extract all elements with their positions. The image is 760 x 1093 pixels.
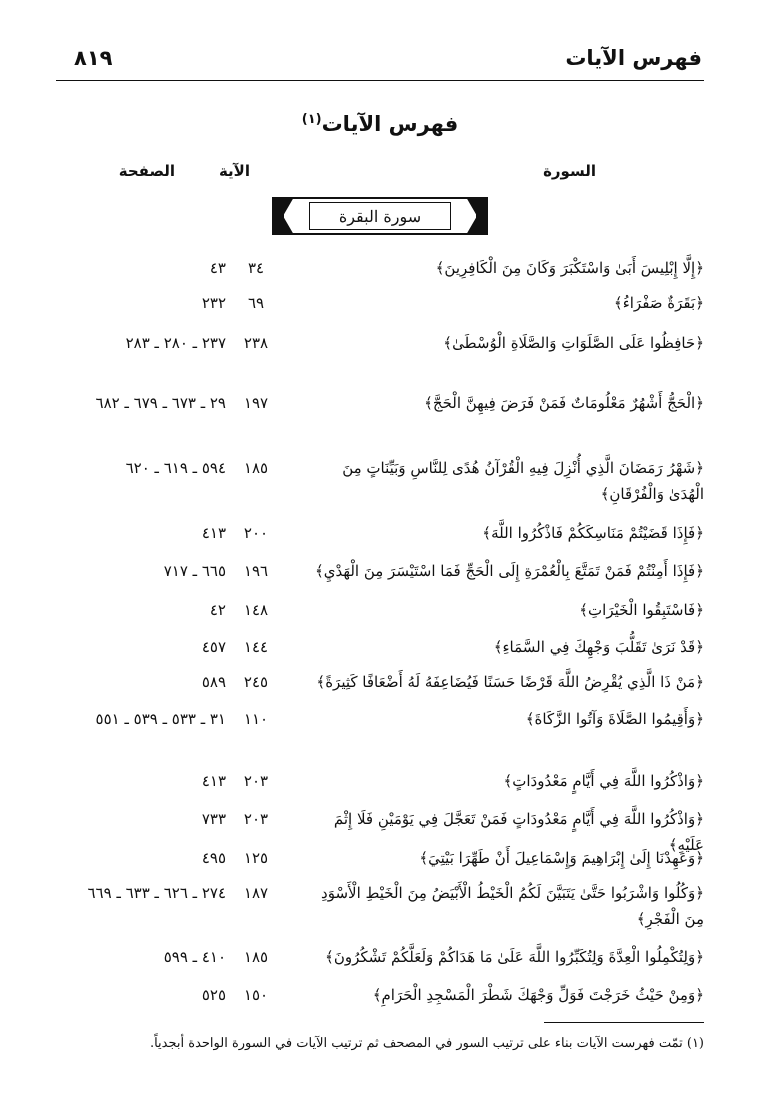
page-refs: ٤١٠ ـ ٥٩٩ — [163, 948, 226, 966]
ayah-number: ١٢٥ — [243, 849, 269, 867]
table-row — [56, 944, 704, 984]
page-refs: ٤٩٥ — [201, 849, 226, 867]
ayah-number: ١٨٥ — [243, 948, 269, 966]
ayah-number: ١٨٧ — [243, 884, 269, 902]
table-row — [56, 558, 704, 598]
ayah-number: ١٩٧ — [243, 394, 269, 412]
page-refs: ٤٥٧ — [201, 638, 226, 656]
page-refs: ٣١ ـ ٥٣٣ ـ ٥٣٩ ـ ٥٥١ — [95, 710, 226, 728]
table-row — [56, 880, 704, 928]
ayah-number: ٦٩ — [247, 294, 265, 312]
verse-text: ﴿إِلَّا إِبْلِيسَ أَبَىٰ وَاسْتَكْبَرَ وَكَانَ مِنَ الْكَافِرِينَ﴾ — [435, 259, 704, 277]
verse-text: ﴿فَاسْتَبِقُوا الْخَيْرَاتِ﴾ — [579, 601, 704, 619]
table-row — [56, 982, 704, 1022]
page-refs: ٤٢ — [209, 601, 226, 619]
page-refs: ٤١٣ — [201, 524, 226, 542]
page-refs: ٤٣ — [209, 259, 226, 277]
ayah-number: ١٤٤ — [243, 638, 269, 656]
verse-text: ﴿بَقَرَةٌ صَفْرَاءُ﴾ — [613, 294, 704, 312]
surah-banner — [282, 197, 478, 235]
page-refs: ٧٣٣ — [201, 810, 226, 828]
page-refs: ٦٦٥ ـ ٧١٧ — [163, 562, 226, 580]
page-refs: ٥٩٤ ـ ٦١٩ ـ ٦٢٠ — [125, 459, 226, 477]
page-title-text: فهرس الآيات — [321, 112, 459, 136]
page-title — [0, 112, 760, 136]
verse-text: ﴿فَإِذَا قَضَيْتُمْ مَنَاسِكَكُمْ فَاذْكُرُوا اللَّهَ﴾ — [482, 524, 704, 542]
page-refs: ٢٣٢ — [201, 294, 226, 312]
verse-text: ﴿شَهْرُ رَمَضَانَ الَّذِي أُنْزِلَ فِيهِ الْقُرْآنُ هُدًى لِلنَّاسِ وَبَيِّنَاتٍ مِنَ الْهُدَىٰ وَالْفُرْقَانِ﴾ — [342, 459, 704, 503]
verse-text: ﴿وَعَهِدْنَا إِلَىٰ إِبْرَاهِيمَ وَإِسْمَاعِيلَ أَنْ طَهِّرَا بَيْتِيَ﴾ — [419, 849, 704, 867]
ayah-number: ٢٠٠ — [243, 524, 269, 542]
footnote-divider — [544, 1022, 704, 1023]
table-row — [56, 520, 704, 560]
ayah-number: ١٤٨ — [243, 601, 269, 619]
verse-text: ﴿قَدْ نَرَىٰ تَقَلُّبَ وَجْهِكَ فِي السَّمَاءِ﴾ — [493, 638, 704, 656]
ayah-number: ٢٣٨ — [243, 334, 269, 352]
running-header-title: فهرس الآيات — [565, 46, 702, 70]
verse-text: ﴿وَاذْكُرُوا اللَّهَ فِي أَيَّامٍ مَعْدُودَاتٍ﴾ — [503, 772, 704, 790]
verse-text: ﴿وَلِتُكْمِلُوا الْعِدَّةَ وَلِتُكَبِّرُوا اللَّهَ عَلَىٰ مَا هَدَاكُمْ وَلَعَلَّكُمْ تَشْكُرُونَ﴾ — [325, 948, 704, 966]
table-row — [56, 706, 704, 746]
page-refs: ٢٩ ـ ٦٧٣ ـ ٦٧٩ ـ ٦٨٢ — [95, 394, 226, 412]
verse-text: ﴿حَافِظُوا عَلَى الصَّلَوَاتِ وَالصَّلَاةِ الْوُسْطَىٰ﴾ — [443, 334, 704, 352]
footnote: (١) تمّت فهرست الآيات بناء على ترتيب السور في المصحف ثم ترتيب الآيات في السورة الواحدة أبجدياً. — [149, 1036, 704, 1051]
table-row — [56, 768, 704, 808]
page-refs: ٢٧٤ ـ ٦٢٦ ـ ٦٣٣ ـ ٦٦٩ — [87, 884, 226, 902]
page-refs: ٢٣٧ ـ ٢٨٠ ـ ٢٨٣ — [125, 334, 226, 352]
table-row — [56, 255, 704, 295]
table-row — [56, 290, 704, 330]
footnote-marker: (١) — [301, 112, 322, 127]
column-header-page: الصفحة — [118, 162, 175, 180]
page-number: ٨١٩ — [74, 46, 113, 70]
surah-name: سورة البقرة — [309, 202, 451, 230]
table-row — [56, 455, 704, 503]
table-row — [56, 330, 704, 370]
table-row — [56, 597, 704, 637]
ayah-number: ١٥٠ — [243, 986, 269, 1004]
banner-right-ornament — [466, 197, 488, 235]
column-header-ayah: الآية — [218, 162, 250, 180]
verse-text: ﴿وَاذْكُرُوا اللَّهَ فِي أَيَّامٍ مَعْدُودَاتٍ فَمَنْ تَعَجَّلَ فِي يَوْمَيْنِ فَلَا إِثْمَ عَلَيْهِ﴾ — [333, 810, 704, 854]
page-refs: ٥٨٩ — [201, 673, 226, 691]
table-row — [56, 669, 704, 709]
header-divider — [56, 80, 704, 81]
verse-text: ﴿وَمِنْ حَيْثُ خَرَجْتَ فَوَلِّ وَجْهَكَ شَطْرَ الْمَسْجِدِ الْحَرَامِ﴾ — [372, 986, 704, 1004]
verse-text: ﴿وَأَقِيمُوا الصَّلَاةَ وَآتُوا الزَّكَاةَ﴾ — [525, 710, 704, 728]
banner-left-ornament — [272, 197, 294, 235]
verse-text: ﴿وَكُلُوا وَاشْرَبُوا حَتَّىٰ يَتَبَيَّنَ لَكُمُ الْخَيْطُ الْأَبْيَضُ مِنَ الْخَيْطِ الْأَسْوَدِ مِنَ الْفَجْرِ﴾ — [321, 884, 704, 928]
page-refs: ٤١٣ — [201, 772, 226, 790]
ayah-number: ١٨٥ — [243, 459, 269, 477]
ayah-number: ١٩٦ — [243, 562, 269, 580]
page-refs: ٥٢٥ — [201, 986, 226, 1004]
table-row — [56, 806, 704, 854]
table-row — [56, 845, 704, 885]
ayah-number: ١١٠ — [243, 710, 269, 728]
column-header-surah: السورة — [543, 162, 596, 180]
verse-text: ﴿الْحَجُّ أَشْهُرٌ مَعْلُومَاتٌ فَمَنْ فَرَضَ فِيهِنَّ الْحَجَّ﴾ — [424, 394, 704, 412]
ayah-number: ٣٤ — [247, 259, 265, 277]
ayah-number: ٢٤٥ — [243, 673, 269, 691]
table-row — [56, 390, 704, 430]
verse-text: ﴿فَإِذَا أَمِنْتُمْ فَمَنْ تَمَتَّعَ بِالْعُمْرَةِ إِلَى الْحَجِّ فَمَا اسْتَيْسَرَ مِنَ الْهَدْيِ﴾ — [315, 562, 704, 580]
ayah-number: ٢٠٣ — [243, 810, 269, 828]
verse-text: ﴿مَنْ ذَا الَّذِي يُقْرِضُ اللَّهَ قَرْضًا حَسَنًا فَيُضَاعِفَهُ لَهُ أَضْعَافًا كَثِيرَةً﴾ — [316, 673, 704, 691]
table-row — [56, 634, 704, 674]
ayah-number: ٢٠٣ — [243, 772, 269, 790]
